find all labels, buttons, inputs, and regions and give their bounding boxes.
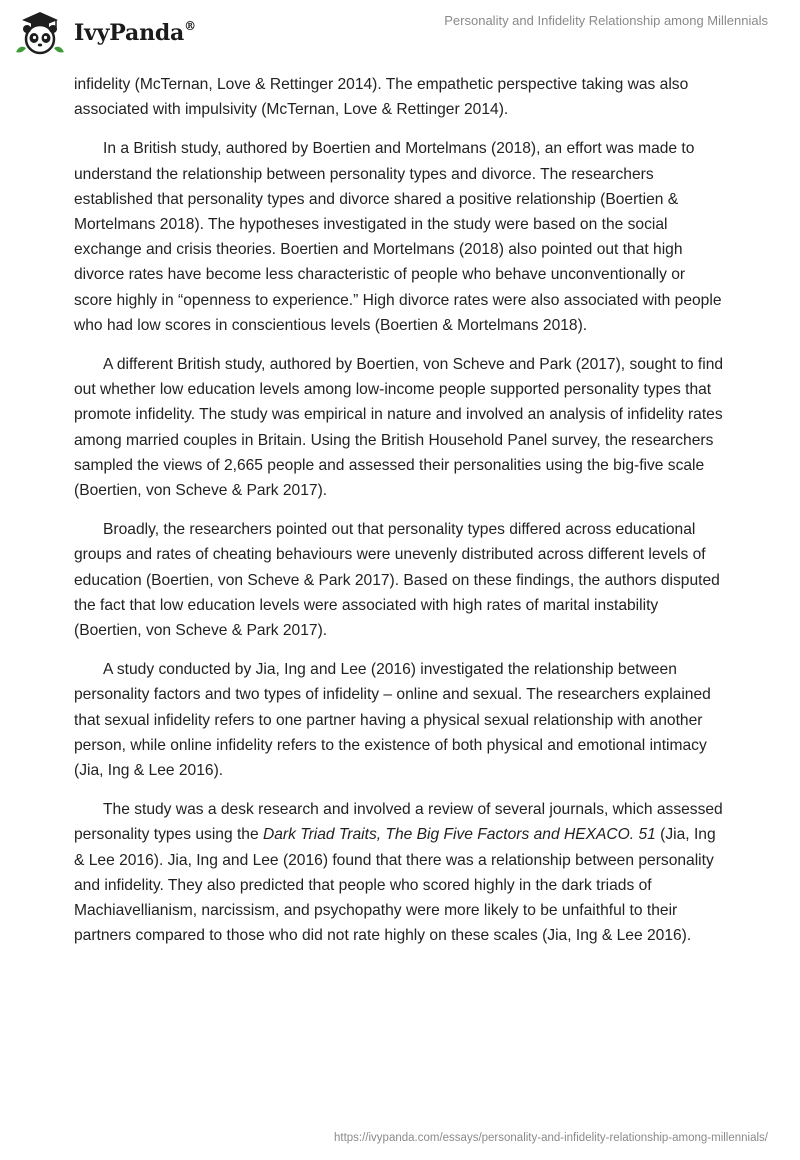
paragraph: In a British study, authored by Boertien and Mortelmans (2018), an effort was made to understand the relationship between personality types and divorce. The researchers established that personality types and divorce shared a positive relationship (Boertien & Mortelmans 2018). The hypotheses investigated in the study were based on the social exchange and crisis theories. Boertien and Mortelmans (2018) also pointed out that high divorce rates have become less characteristic of people who behave unconventionally or score highly in “openness to experience.” High divorce rates were also associated with people who had low scores in conscientious levels (Boertien & Mortelmans 2018).	[74, 140, 722, 334]
paragraph	[74, 797, 724, 948]
panda-graduation-cap-icon	[14, 8, 66, 58]
paragraph: A different British study, authored by Boertien, von Scheve and Park (2017), sought to find out whether low education levels among low-income people supported personality types that promote infidelity. The study was empirical in nature and involved an analysis of infidelity rates among married couples in Britain. Using the British Household Panel survey, the researchers sampled the views of 2,665 people and assessed their personalities using the big-five scale (Boertien, von Scheve & Park 2017).	[74, 356, 724, 500]
paragraph: A study conducted by Jia, Ing and Lee (2016) investigated the relationship between personality factors and two types of infidelity – online and sexual. The researchers explained that sexual infidelity refers to one partner having a physical sexual relationship with another person, while online infidelity refers to the existence of both physical and emotional intimacy (Jia, Ing & Lee 2016).	[74, 661, 711, 780]
page-header	[0, 0, 800, 70]
italic-text: Dark Triad Traits, The Big Five Factors and HEXACO. 51	[262, 826, 656, 844]
paragraph-text: The study was a desk research and involved a review of several journals, which assessed personality types using the	[74, 801, 723, 844]
paragraph: Broadly, the researchers pointed out that personality types differed across educational groups and rates of cheating behaviours were unevenly distributed across different levels of education (Boertien, von Scheve & Park 2017). Based on these findings, the authors disputed the fact that low education levels were associated with high rates of marital instability (Boertien, von Scheve & Park 2017).	[74, 521, 720, 640]
document-body	[74, 72, 724, 963]
paragraph: infidelity (McTernan, Love & Rettinger 2014). The empathetic perspective taking was also associated with impulsivity (McTernan, Love & Rettinger 2014).	[74, 76, 689, 119]
source-url[interactable]: https://ivypanda.com/essays/personality-and-infidelity-relationship-among-millennials/	[333, 1132, 768, 1144]
logo-text: IvyPanda®	[74, 18, 196, 46]
ivypanda-logo[interactable]	[14, 8, 196, 58]
paragraph-text: (Jia, Ing & Lee 2016). Jia, Ing and Lee (2016) found that there was a relationship between personality and infidelity. They also predicted that people who scored highly in the dark triads of Machiavellianism, narcissism, and psychopathy were more likely to be unfaithful to their partners compared to those who did not rate highly on these scales (Jia, Ing & Lee 2016).	[74, 826, 716, 945]
document-title: Personality and Infidelity Relationship among Millennials	[444, 13, 768, 28]
